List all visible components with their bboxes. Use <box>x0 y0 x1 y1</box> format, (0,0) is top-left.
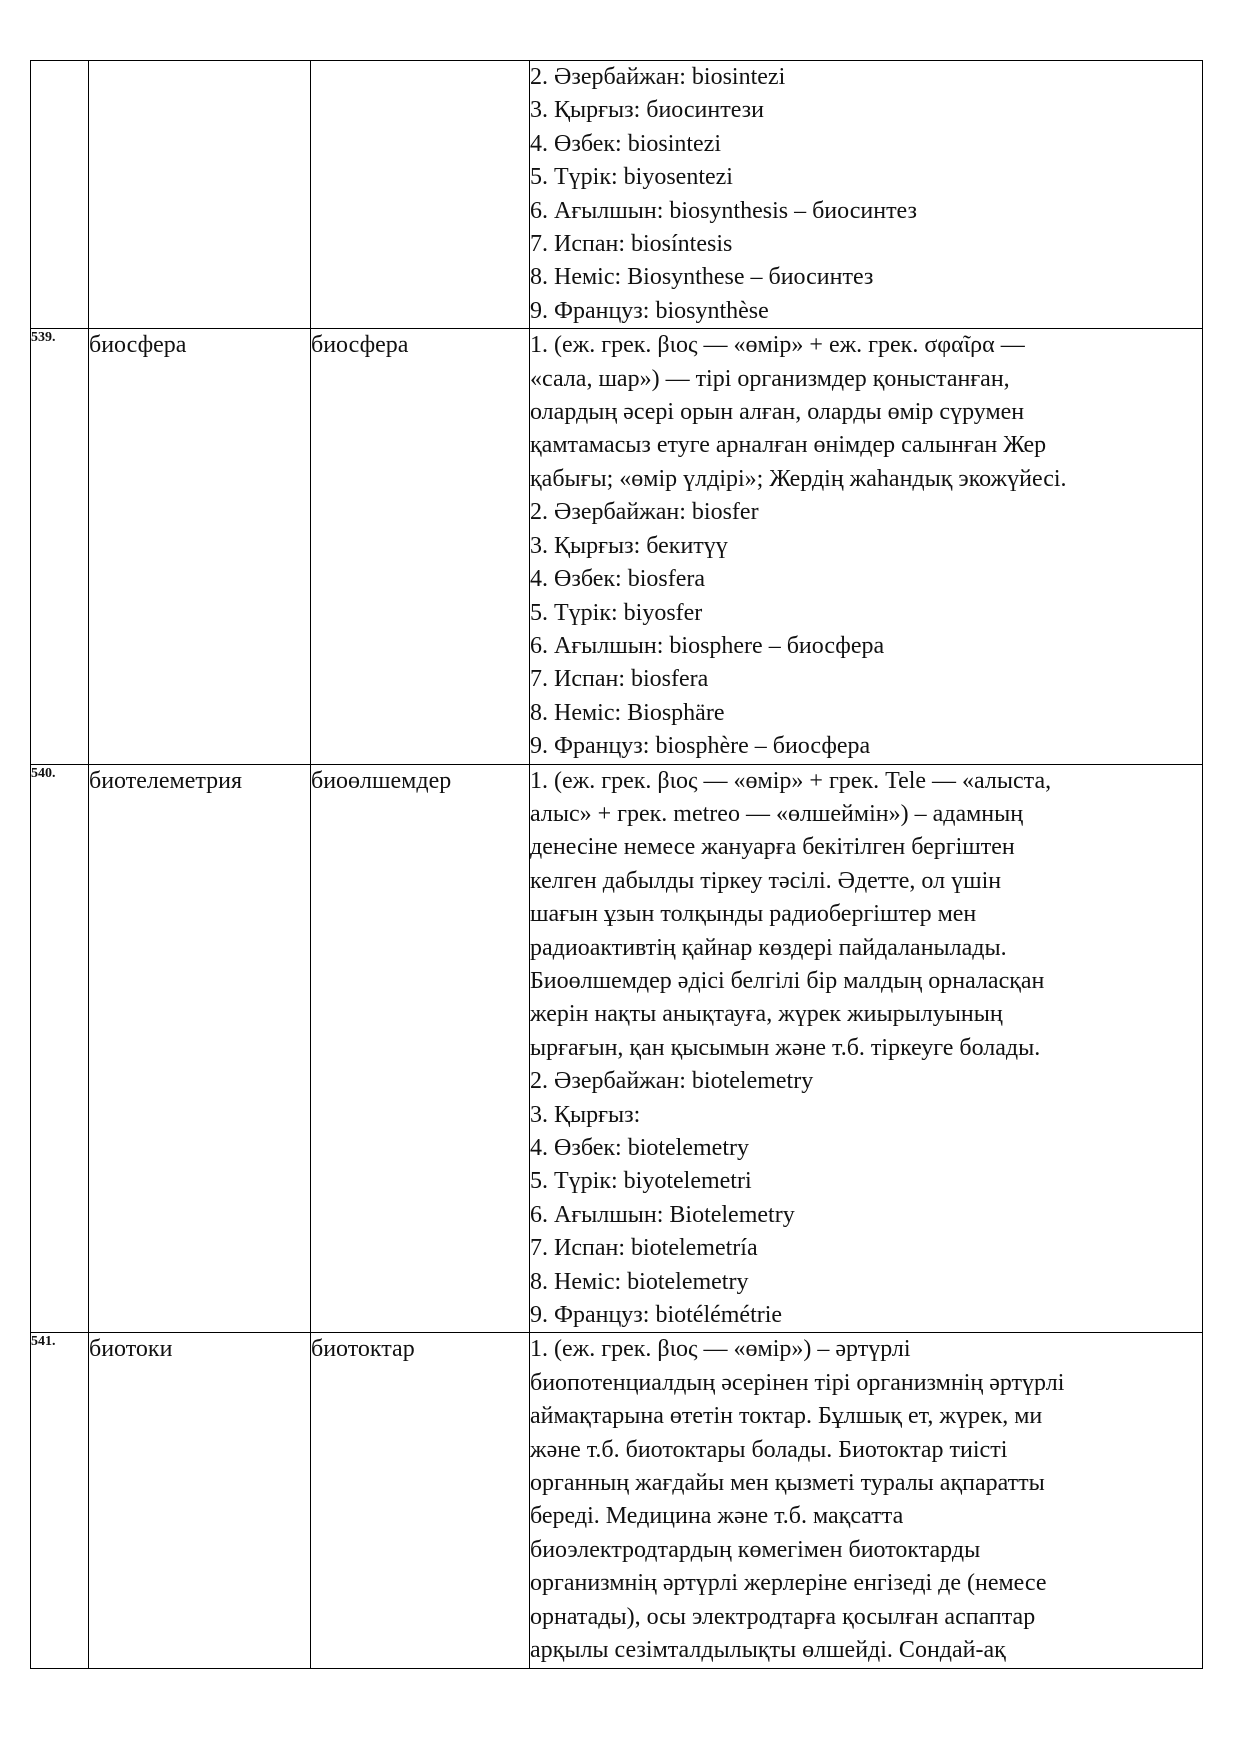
definition-line: «сала, шар») — тірі организмдер қоныстанған, <box>530 365 1010 392</box>
definition-line: 8. Неміс: biotelemetry <box>530 1268 749 1295</box>
table-body <box>31 61 1203 1669</box>
definition-line: 6. Ағылшын: Biotelemetry <box>530 1201 795 1228</box>
definition-line: 1. (еж. грек. βιος — «өмір» + грек. Tele — «алыста, <box>530 767 1052 794</box>
definition-line: Биоөлшемдер әдісі белгілі бір малдың орналасқан <box>530 967 1045 994</box>
term-russian: биосфера <box>89 329 311 764</box>
entry-number: 539. <box>31 329 89 764</box>
definition-line: 3. Қырғыз: <box>530 1101 641 1128</box>
definition-line: орнатады), осы электродтарға қосылған аспаптар <box>530 1603 1036 1630</box>
table-row <box>31 1333 1203 1668</box>
entry-number: 541. <box>31 1333 89 1668</box>
table-row <box>31 61 1203 329</box>
definition-line: организмнің әртүрлі жерлеріне енгізеді де (немесе <box>530 1570 1047 1597</box>
definition-line: 3. Қырғыз: бекитүү <box>530 532 728 559</box>
definition-line: 4. Өзбек: biotelemetry <box>530 1135 749 1161</box>
definition-line: 4. Өзбек: biosintezi <box>530 130 722 157</box>
definition-cell <box>530 61 1203 329</box>
definition-line: 8. Неміс: Biosphäre <box>530 699 725 726</box>
definition-line: шағын ұзын толқынды радиобергіштер мен <box>530 901 977 928</box>
definition-line: биоэлектродтардың көмегімен биотоктарды <box>530 1536 981 1563</box>
definition-line: 6. Ағылшын: biosynthesis – биосинтез <box>530 197 917 224</box>
entry-number <box>31 61 89 329</box>
term-kazakh: биотоктар <box>311 1333 530 1668</box>
definition-line: және т.б. биотоктары болады. Биотоктар тиісті <box>530 1436 1008 1463</box>
definition-line: денесіне немесе жануарға бекітілген бергіштен <box>530 834 1015 861</box>
definition-cell <box>530 329 1203 764</box>
definition-line: олардың әсері орын алған, оларды өмір сүрумен <box>530 399 1025 426</box>
definition-line: 7. Испан: biosíntesis <box>530 231 733 258</box>
definition-line: 5. Түрік: biyosentezi <box>530 164 733 191</box>
term-kazakh <box>311 61 530 329</box>
definition-line: радиоактивтің қайнар көздері пайдаланылады. <box>530 934 1007 961</box>
definition-line: қамтамасыз етуге арналған өнімдер салынған Жер <box>530 432 1047 459</box>
definition-cell <box>530 1333 1203 1668</box>
term-kazakh: биосфера <box>311 329 530 764</box>
term-kazakh: биоөлшемдер <box>311 764 530 1333</box>
terminology-table <box>30 60 1203 1669</box>
definition-line: алыс» + грек. metreo — «өлшеймін») – адамның <box>530 800 1024 827</box>
definition-line: 7. Испан: biosfera <box>530 666 709 693</box>
definition-line: 2. Әзербайжан: biotelemetry <box>530 1068 814 1095</box>
definition-line: арқылы сезімталдылықты өлшейді. Сондай-ақ <box>530 1637 1006 1664</box>
entry-number: 540. <box>31 764 89 1333</box>
definition-line: 9. Француз: biosphère – биосфера <box>530 733 871 760</box>
definition-line: 6. Ағылшын: biosphere – биосфера <box>530 632 885 659</box>
definition-line: 8. Неміс: Biosynthese – биосинтез <box>530 264 874 291</box>
definition-line: 9. Француз: biosynthèse <box>530 297 769 324</box>
definition-line: 2. Әзербайжан: biosfer <box>530 499 759 526</box>
definition-line: аймақтарына өтетін токтар. Бұлшық ет, жүрек, ми <box>530 1403 1043 1430</box>
term-russian <box>89 61 311 329</box>
definition-line: 2. Әзербайжан: biosintezi <box>530 64 786 90</box>
table-row <box>31 764 1203 1333</box>
definition-line: 3. Қырғыз: биосинтези <box>530 97 764 124</box>
definition-line: ырғағын, қан қысымын және т.б. тіркеуге болады. <box>530 1034 1041 1061</box>
definition-line: 1. (еж. грек. βιος — «өмір» + еж. грек. σφαῖρα — <box>530 332 1025 359</box>
definition-line: 4. Өзбек: biosfera <box>530 566 705 593</box>
definition-line: 9. Француз: biotélémétrie <box>530 1302 783 1329</box>
term-russian: биотоки <box>89 1333 311 1668</box>
definition-line: келген дабылды тіркеу тәсілі. Әдетте, ол үшін <box>530 867 1002 894</box>
definition-line: 5. Түрік: biyotelemetri <box>530 1168 752 1195</box>
definition-line: органның жағдайы мен қызметі туралы ақпаратты <box>530 1470 1045 1497</box>
term-russian: биотелеметрия <box>89 764 311 1333</box>
definition-line: биопотенциалдың әсерінен тірі организмнің әртүрлі <box>530 1369 1065 1396</box>
definition-line: береді. Медицина және т.б. мақсатта <box>530 1503 904 1530</box>
definition-line: 7. Испан: biotelemetría <box>530 1235 758 1262</box>
table-row <box>31 329 1203 764</box>
definition-line: қабығы; «өмір үлдірі»; Жердің жаһандық экожүйесі. <box>530 465 1067 492</box>
definition-line: 1. (еж. грек. βιος — «өмір») – әртүрлі <box>530 1336 911 1363</box>
definition-line: жерін нақты анықтауға, жүрек жиырылуының <box>530 1001 1003 1028</box>
definition-line: 5. Түрік: biyosfer <box>530 599 703 626</box>
definition-cell <box>530 764 1203 1333</box>
